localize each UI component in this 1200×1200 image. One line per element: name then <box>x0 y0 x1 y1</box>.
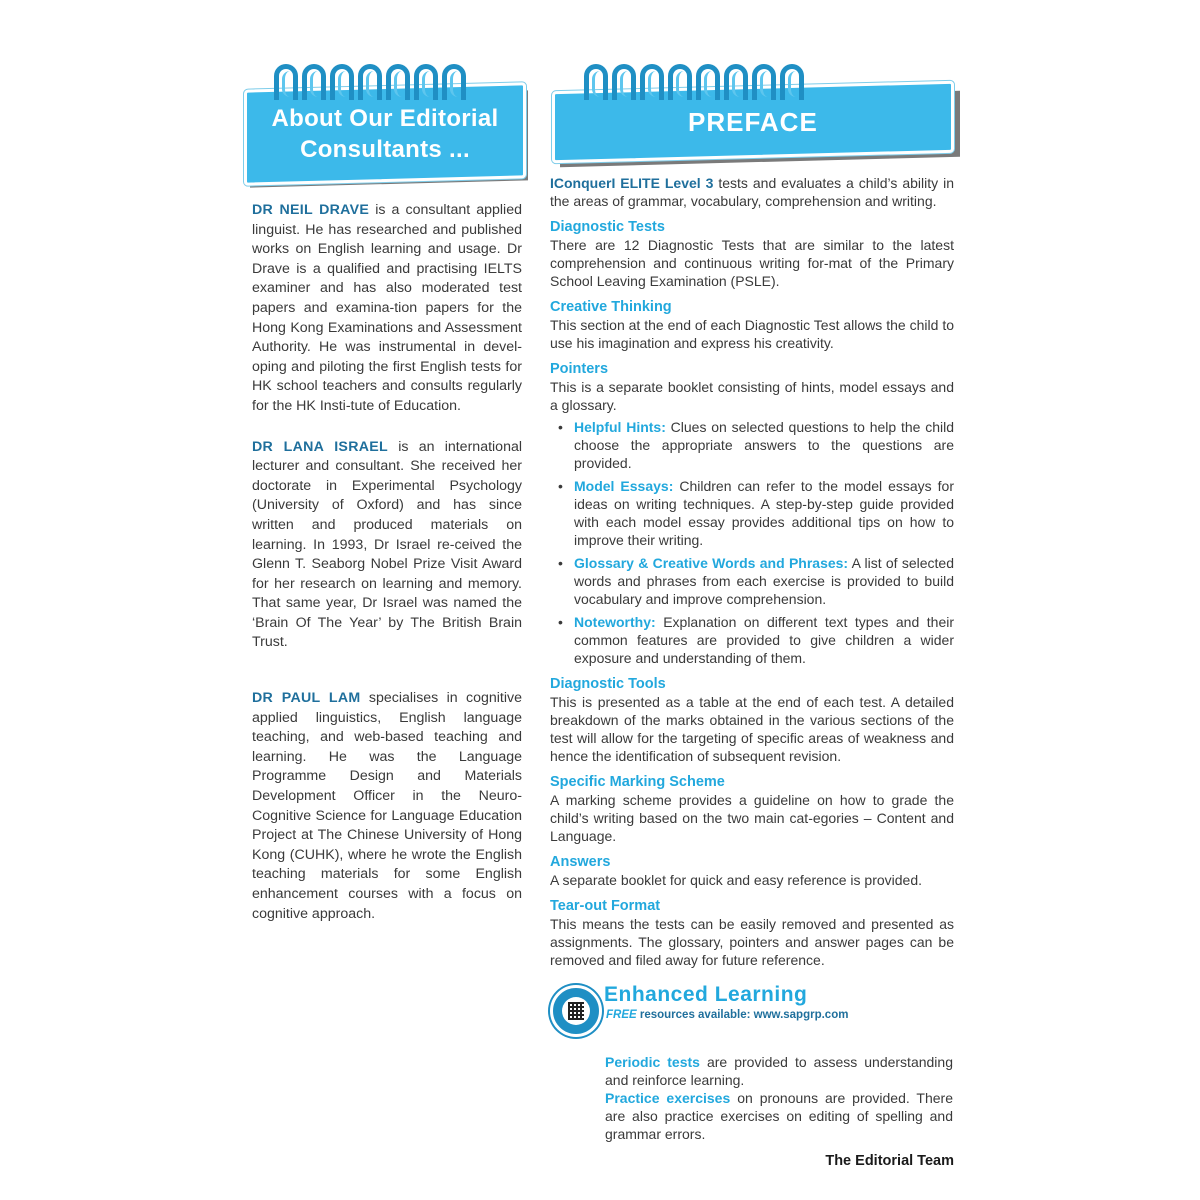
periodic-tests-text: Periodic tests are provided to assess understanding and reinforce learning. <box>605 1054 953 1088</box>
list-item: • Model Essays: Children can refer to the model essays for ideas on writing techniques. A step-by-step guide provided with each model essay provides additional tips on how to improve their writing. <box>574 477 954 549</box>
consultants-banner <box>244 60 530 185</box>
list-item: • Helpful Hints: Clues on selected questions to help the child choose the appropriate answers to the questions are provided. <box>574 418 954 472</box>
text-pointers: This is a separate booklet consisting of hints, model essays and a glossary. <box>550 379 954 413</box>
bio-neil-drave: DR NEIL DRAVE is a consultant applied linguist. He has researched and published works on English learning and usage. Dr Drave is a qualified and practising IELTS examiner and has also moderated test papers and examina-tion papers for the Hong Kong Examinations and Assessment Authority. He was instrumental in devel-oping and piloting the first English tests for HK school teachers and consults regularly for the HK Insti-tute of Education. <box>252 202 522 414</box>
consultants-title: About Our Editorial Consultants ... <box>271 105 499 163</box>
signature: The Editorial Team <box>825 1153 954 1169</box>
text-diagnostic-tools: This is presented as a table at the end of each test. A detailed breakdown of the marks obtained in the various sections of the test will allow for the targeting of specific areas of weakness and hence the identification of subsequent revision. <box>550 694 954 764</box>
enhanced-learning-logo-icon <box>550 985 602 1037</box>
practice-exercises-text: Practice exercises on pronouns are provided. There are also practice exercises on editing of spelling and grammar errors. <box>605 1090 954 1142</box>
text-creative-thinking: This section at the end of each Diagnostic Test allows the child to use his imagination and express his creativity. <box>550 317 954 351</box>
text-marking-scheme: A marking scheme provides a guideline on how to grade the child’s writing based on the two main cat-egories – Content and Language. <box>550 792 954 844</box>
heading-tearout-format: Tear-out Format <box>550 898 661 914</box>
heading-marking-scheme: Specific Marking Scheme <box>550 774 725 790</box>
enhanced-learning-title: Enhanced Learning <box>604 983 808 1006</box>
heading-answers: Answers <box>550 854 611 870</box>
enhanced-learning-block <box>548 985 960 1045</box>
preface-banner <box>548 60 960 160</box>
list-item: • Noteworthy: Explanation on different text types and their common features are provided to give children a wider exposure and understanding of them. <box>574 613 954 667</box>
bio-lana-israel: DR LANA ISRAEL is an international lecturer and consultant. She received her doctorate in Experimental Psychology (University of Oxford) and has since written and produced materials on learning. In 1993, Dr Israel re-ceived the Glenn T. Seaborg Nobel Prize Visit Award for her research on learning and memory. That same year, Dr Israel was named the ‘Brain Of The Year’ by The British Brain Trust. <box>252 438 522 651</box>
heading-creative-thinking: Creative Thinking <box>550 299 672 315</box>
right-column <box>548 60 960 1169</box>
bio-paul-lam: DR PAUL LAM specialises in cognitive applied linguistics, English language teaching, and web-based teaching and learning. He was the Language Programme Design and Materials Development Officer in the Neuro-Cognitive Science for Language Education Project at The Chinese University of Hong Kong (CUHK), where he wrote the English teaching materials for some English enhancement courses with a focus on cognitive approach. <box>252 690 522 922</box>
preface-title: PREFACE <box>688 106 818 137</box>
heading-pointers: Pointers <box>550 361 609 377</box>
preface-intro: IConquerI ELITE Level 3 tests and evaluates a child’s ability in the areas of grammar, vocabulary, comprehension and writing. <box>550 175 954 209</box>
left-column <box>244 60 530 924</box>
enhanced-learning-subtitle: FREE resources available: www.sapgrp.com <box>606 1009 849 1021</box>
text-answers: A separate booklet for quick and easy reference is provided. <box>550 872 922 888</box>
text-diagnostic-tests: There are 12 Diagnostic Tests that are similar to the latest comprehension and continuous writing for-mat of the Primary School Leaving Examination (PSLE). <box>550 237 954 289</box>
pointers-list <box>548 418 954 667</box>
list-item: • Glossary & Creative Words and Phrases: A list of selected words and phrases from each exercise is provided to build vocabulary and improve comprehension. <box>574 554 954 608</box>
text-tearout-format: This means the tests can be easily removed and presented as assignments. The glossary, pointers and answer pages can be removed and filed away for future reference. <box>550 916 954 968</box>
heading-diagnostic-tools: Diagnostic Tools <box>550 676 666 692</box>
heading-diagnostic-tests: Diagnostic Tests <box>550 219 665 235</box>
